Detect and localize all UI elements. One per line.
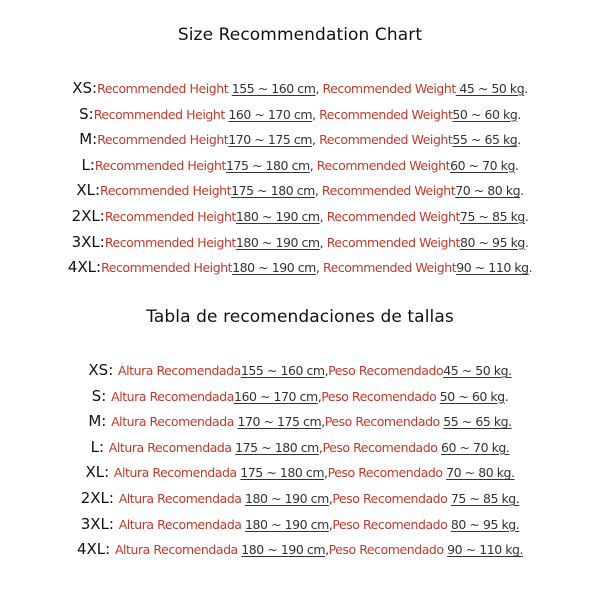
english-size-list — [0, 76, 600, 281]
height-label: Altura Recomendada — [108, 439, 236, 455]
separator: , — [324, 363, 329, 378]
height-value: 180 ~ 190 cm — [241, 542, 326, 558]
weight-label: Recommended Weight — [319, 132, 453, 148]
weight-label: Recommended Weight — [326, 208, 460, 224]
weight-value: 60 ~ 70 kg — [450, 157, 515, 173]
size-row-s — [0, 102, 600, 128]
height-label: Recommended Height — [97, 81, 232, 96]
height-value: 160 ~ 170 cm — [228, 106, 313, 122]
weight-value: 50 ~ 60 kg — [439, 388, 505, 404]
size-label: 4XL: — [76, 540, 115, 559]
height-value: 155 ~ 160 cm — [240, 363, 325, 378]
size-label: XS: — [72, 79, 98, 97]
separator: , — [328, 516, 333, 532]
separator: , — [325, 542, 329, 558]
separator: , — [312, 106, 320, 122]
weight-value: 90 ~ 110 kg — [456, 260, 529, 276]
size-label: S: — [91, 386, 112, 405]
weight-label: Recommended Weight — [322, 260, 457, 276]
size-label: XL: — [85, 463, 114, 482]
height-value: 180 ~ 190 cm — [235, 208, 320, 224]
weight-value: 60 ~ 70 kg. — [440, 439, 510, 455]
talla-row-xl — [0, 460, 600, 486]
size-row-l — [0, 153, 600, 179]
row-end: . — [520, 183, 524, 199]
weight-label: Recommended Weight — [316, 157, 451, 173]
weight-value: 50 ~ 60 kg — [452, 106, 518, 122]
height-label: Altura Recomendada — [118, 516, 246, 532]
height-value: 180 ~ 190 cm — [232, 260, 316, 276]
row-end: . — [524, 208, 529, 224]
weight-value: 80 ~ 95 kg. — [450, 516, 520, 532]
height-value: 180 ~ 190 cm — [245, 490, 329, 506]
separator: , — [309, 157, 317, 173]
weight-value: 45 ~ 50 kg. — [443, 363, 512, 378]
height-value: 170 ~ 175 cm — [228, 132, 313, 148]
separator: , — [315, 81, 323, 96]
weight-value: 90 ~ 110 kg. — [447, 542, 524, 558]
weight-label: Peso Recomendado — [328, 542, 448, 558]
height-label: Recommended Height — [94, 157, 226, 173]
talla-row-m — [0, 409, 600, 435]
talla-row-3xl — [0, 512, 600, 538]
size-label: 2XL: — [71, 206, 105, 225]
weight-label: Peso Recomendado — [332, 516, 451, 532]
size-label: S: — [79, 104, 94, 123]
row-end: . — [514, 157, 519, 173]
weight-label: Peso Recomendado — [321, 388, 440, 404]
weight-label: Peso Recomendado — [324, 414, 444, 430]
separator: , — [321, 414, 325, 430]
size-label: L: — [81, 155, 95, 174]
height-value: 175 ~ 180 cm — [240, 465, 325, 481]
size-label: XS: — [88, 361, 119, 379]
height-label: Recommended Height — [97, 132, 229, 148]
weight-value: 55 ~ 65 kg — [452, 132, 518, 148]
talla-row-4xl — [0, 537, 600, 563]
spanish-size-list — [0, 358, 600, 563]
size-label: 2XL: — [80, 488, 119, 507]
height-label: Recommended Height — [101, 260, 233, 276]
height-label: Recommended Height — [93, 106, 229, 122]
height-label: Altura Recomendada — [114, 542, 242, 558]
height-label: Recommended Height — [104, 234, 236, 250]
separator: , — [318, 439, 323, 455]
separator: , — [324, 465, 328, 481]
separator: , — [315, 260, 323, 276]
weight-value: 75 ~ 85 kg — [459, 208, 525, 224]
separator: , — [319, 208, 327, 224]
height-label: Altura Recomendada — [111, 414, 238, 430]
talla-row-xs — [0, 358, 600, 384]
height-value: 180 ~ 190 cm — [245, 516, 329, 532]
weight-label: Recommended Weight — [326, 234, 460, 250]
talla-row-2xl — [0, 486, 600, 512]
separator: , — [328, 490, 333, 506]
row-end: . — [528, 260, 533, 276]
weight-label: Recommended Weight — [322, 81, 456, 96]
weight-label: Peso Recomendado — [327, 465, 447, 481]
size-row-4xl — [0, 255, 600, 281]
height-value: 180 ~ 190 cm — [235, 234, 320, 250]
english-chart-title: Size Recommendation Chart — [177, 25, 423, 45]
spanish-chart-title: Tabla de recomendaciones de tallas — [146, 307, 454, 327]
row-end: . — [517, 132, 521, 148]
height-label: Altura Recomendada — [118, 363, 241, 378]
height-value: 175 ~ 180 cm — [231, 183, 315, 199]
weight-value: 45 ~ 50 kg — [455, 81, 525, 96]
weight-value: 75 ~ 85 kg. — [450, 490, 520, 506]
talla-row-l — [0, 435, 600, 461]
size-label: L: — [90, 437, 109, 456]
row-end: . — [504, 388, 509, 404]
weight-value: 70 ~ 80 kg — [455, 183, 521, 199]
row-end: . — [517, 106, 521, 122]
height-label: Recommended Height — [104, 208, 236, 224]
weight-label: Recommended Weight — [319, 106, 453, 122]
height-value: 170 ~ 175 cm — [237, 414, 322, 430]
size-row-xs — [0, 76, 600, 102]
size-row-m — [0, 127, 600, 153]
weight-label: Peso Recomendado — [332, 490, 451, 506]
size-row-3xl — [0, 230, 600, 256]
weight-value: 80 ~ 95 kg — [459, 234, 525, 250]
separator: , — [314, 183, 322, 199]
size-label: M: — [79, 130, 98, 149]
weight-label: Peso Recomendado — [328, 363, 444, 378]
size-row-2xl — [0, 204, 600, 230]
weight-label: Peso Recomendado — [322, 439, 441, 455]
talla-row-s — [0, 384, 600, 410]
height-value: 175 ~ 180 cm — [225, 157, 310, 173]
height-value: 175 ~ 180 cm — [235, 439, 319, 455]
separator: , — [319, 234, 327, 250]
height-label: Altura Recomendada — [118, 490, 246, 506]
height-value: 160 ~ 170 cm — [233, 388, 318, 404]
height-label: Altura Recomendada — [111, 388, 234, 404]
weight-label: Recommended Weight — [321, 183, 456, 199]
weight-value: 55 ~ 65 kg. — [443, 414, 512, 430]
height-label: Altura Recomendada — [113, 465, 241, 481]
size-label: 3XL: — [71, 232, 105, 251]
height-label: Recommended Height — [100, 183, 232, 199]
row-end: . — [524, 234, 529, 250]
separator: , — [317, 388, 322, 404]
separator: , — [312, 132, 320, 148]
weight-value: 70 ~ 80 kg. — [446, 465, 515, 481]
size-label: 4XL: — [67, 258, 102, 277]
size-label: M: — [88, 412, 112, 431]
row-end: . — [524, 81, 528, 96]
size-row-xl — [0, 178, 600, 204]
size-label: XL: — [76, 181, 101, 200]
size-label: 3XL: — [80, 514, 119, 533]
height-value: 155 ~ 160 cm — [231, 81, 316, 96]
